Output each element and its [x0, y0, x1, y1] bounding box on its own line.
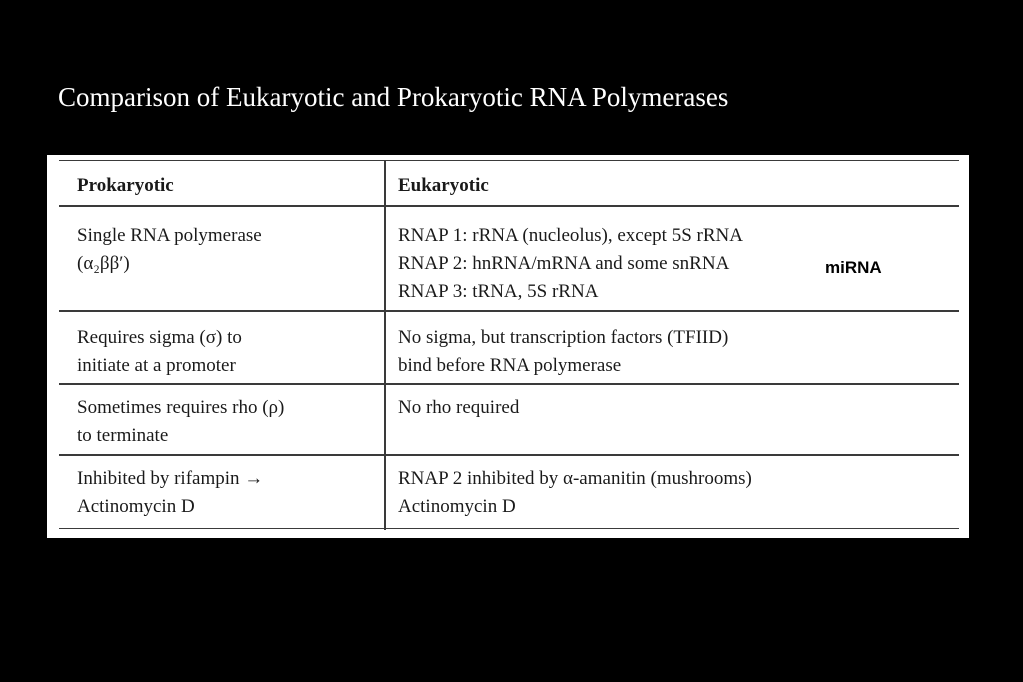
- cell-line: RNAP 2 inhibited by α-amanitin (mushrooms): [398, 468, 752, 489]
- table-cell-eukaryotic: [398, 222, 743, 306]
- table-cell-prokaryotic: [77, 324, 242, 380]
- table-cell-prokaryotic: [77, 465, 263, 521]
- table-cell-prokaryotic: [77, 222, 262, 278]
- cell-line: Actinomycin D: [77, 496, 195, 517]
- table-bottom-rule: [59, 528, 959, 529]
- table-cell-eukaryotic: [398, 465, 752, 521]
- header-divider: [59, 205, 959, 207]
- table-cell-eukaryotic: [398, 394, 519, 422]
- row-divider: [59, 454, 959, 456]
- header-eukaryotic: Eukaryotic: [398, 175, 489, 196]
- column-divider: [384, 160, 386, 530]
- cell-line: to terminate: [77, 425, 169, 446]
- cell-line: No rho required: [398, 397, 520, 418]
- mirna-annotation: miRNA: [825, 258, 882, 277]
- comparison-table: [47, 155, 969, 538]
- cell-line: Inhibited by rifampin →: [77, 468, 264, 489]
- table-top-rule: [59, 160, 959, 161]
- cell-line: RNAP 3: tRNA, 5S rRNA: [398, 281, 599, 302]
- cell-line: Requires sigma (σ) to: [77, 327, 242, 348]
- cell-line: Actinomycin D: [398, 496, 516, 517]
- cell-line: No sigma, but transcription factors (TFIID): [398, 327, 729, 348]
- row-divider: [59, 383, 959, 385]
- table-cell-prokaryotic: [77, 394, 284, 450]
- cell-line: RNAP 2: hnRNA/mRNA and some snRNA: [398, 253, 730, 274]
- cell-line: initiate at a promoter: [77, 355, 236, 376]
- cell-line: (α₂ββ′): [77, 253, 130, 274]
- cell-line: RNAP 1: rRNA (nucleolus), except 5S rRNA: [398, 225, 743, 246]
- cell-line: Sometimes requires rho (ρ): [77, 397, 285, 418]
- slide-title: Comparison of Eukaryotic and Prokaryotic RNA Polymerases: [58, 82, 729, 112]
- cell-line: Single RNA polymerase: [77, 225, 262, 246]
- table-grid: [59, 160, 959, 530]
- header-prokaryotic: Prokaryotic: [77, 175, 174, 196]
- table-cell-eukaryotic: [398, 324, 728, 380]
- row-divider: [59, 310, 959, 312]
- cell-line: bind before RNA polymerase: [398, 355, 622, 376]
